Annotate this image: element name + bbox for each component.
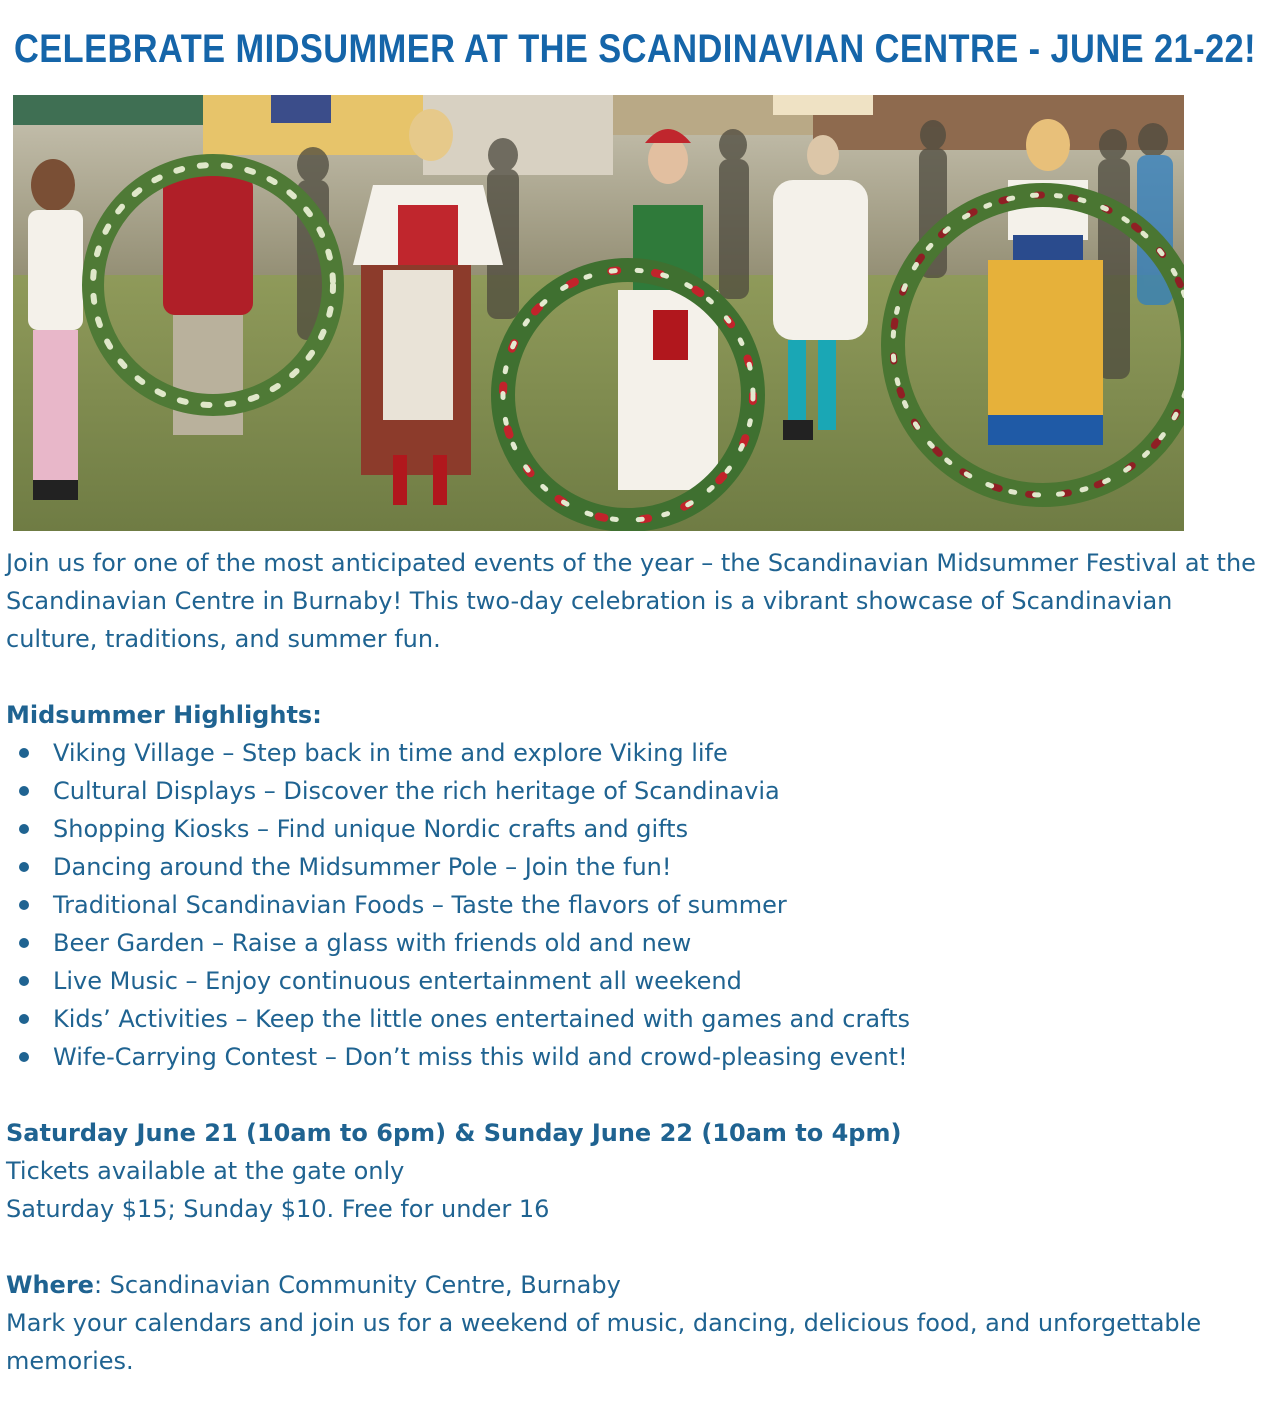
bullet-icon xyxy=(19,862,29,872)
festival-photo xyxy=(13,95,1184,531)
bullet-icon xyxy=(19,976,29,986)
list-item: Cultural Displays – Discover the rich heritage of Scandinavia xyxy=(6,772,1256,810)
bullet-icon xyxy=(19,748,29,758)
bullet-icon xyxy=(19,938,29,948)
page-title: CELEBRATE MIDSUMMER AT THE SCANDINAVIAN CENTRE - JUNE 21-22! xyxy=(14,27,1256,71)
list-item: Live Music – Enjoy continuous entertainment all weekend xyxy=(6,962,1256,1000)
closing-paragraph: Mark your calendars and join us for a weekend of music, dancing, delicious food, and unforgettable memories. xyxy=(6,1309,1202,1375)
intro-paragraph: Join us for one of the most anticipated events of the year – the Scandinavian Midsummer Festival at the Scandinavian Centre in Burnaby! This two-day celebration is a vibrant showcase of Scandinavian culture, traditions, and summer fun. xyxy=(6,549,1256,653)
list-item: Beer Garden – Raise a glass with friends old and new xyxy=(6,924,1256,962)
location-value: : Scandinavian Community Centre, Burnaby xyxy=(93,1271,621,1299)
list-item: Shopping Kiosks – Find unique Nordic crafts and gifts xyxy=(6,810,1256,848)
bullet-icon xyxy=(19,786,29,796)
bullet-icon xyxy=(19,1014,29,1024)
highlights-heading: Midsummer Highlights: xyxy=(6,701,322,729)
bullet-icon xyxy=(19,824,29,834)
list-item: Kids’ Activities – Keep the little ones entertained with games and crafts xyxy=(6,1000,1256,1038)
location xyxy=(6,1266,1256,1304)
bullet-icon xyxy=(19,900,29,910)
bullet-icon xyxy=(19,1052,29,1062)
list-item: Traditional Scandinavian Foods – Taste the flavors of summer xyxy=(6,886,1256,924)
event-dates: Saturday June 21 (10am to 6pm) & Sunday June 22 (10am to 4pm) xyxy=(6,1119,902,1147)
event-details xyxy=(6,544,1256,1380)
location-label: Where xyxy=(6,1271,94,1299)
ticket-prices: Saturday $15; Sunday $10. Free for under 16 xyxy=(6,1195,550,1223)
list-item: Dancing around the Midsummer Pole – Join the fun! xyxy=(6,848,1256,886)
list-item: Wife-Carrying Contest – Don’t miss this wild and crowd-pleasing event! xyxy=(6,1038,1256,1076)
highlights-list xyxy=(6,734,1256,1076)
list-item: Viking Village – Step back in time and explore Viking life xyxy=(6,734,1256,772)
ticket-info: Tickets available at the gate only xyxy=(6,1157,405,1185)
